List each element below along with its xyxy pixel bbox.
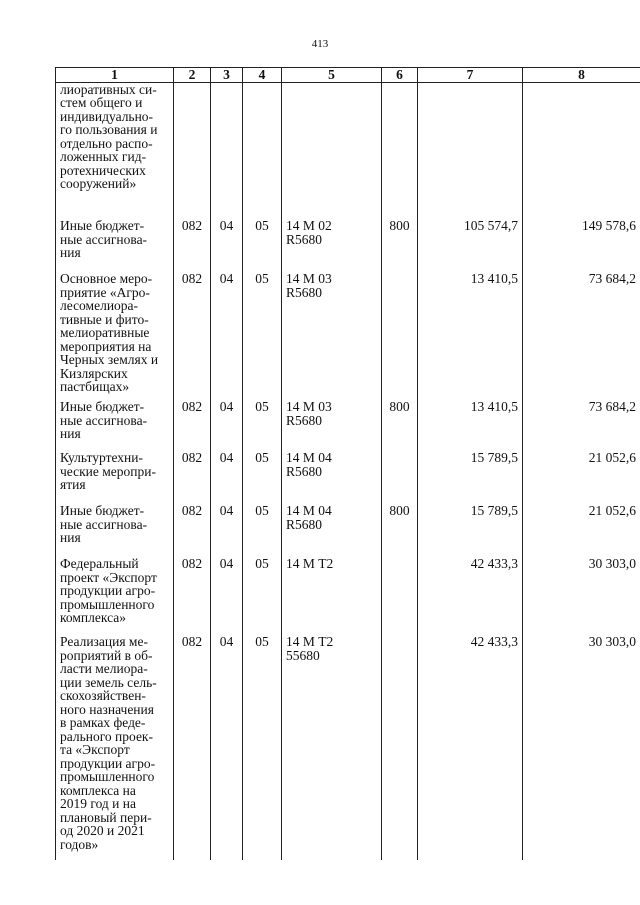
table-row (56, 400, 640, 451)
row-name: Федеральный проект «Экспорт продукции агро- промышленного комплекса» (56, 557, 174, 635)
row-target-article: 14 М 04 R5680 (282, 504, 382, 557)
row-section-code (211, 82, 243, 219)
row-name: Иные бюджет- ные ассигнова- ния (56, 504, 174, 557)
row-subsection-code: 05 (243, 451, 282, 504)
row-expense-type (382, 272, 418, 400)
header-col-5: 5 (282, 68, 382, 83)
row-amount-col8: 21 052,6 (523, 451, 640, 504)
row-ministry-code: 082 (174, 219, 211, 272)
row-target-article: 14 М Т2 (282, 557, 382, 635)
row-name: Культуртехни- ческие меропри- ятия (56, 451, 174, 504)
row-ministry-code: 082 (174, 451, 211, 504)
row-ministry-code: 082 (174, 272, 211, 400)
row-name: Реализация ме- роприятий в об- ласти мелиора- ции земель сель- скохозяйствен- ного назначения в рамках феде- рального проек- та «Экспорт продукции агро- промышленного комплекса на 2019 год и на плановый пери- од 2020 и 2021 годов» (56, 635, 174, 860)
header-col-2: 2 (174, 68, 211, 83)
row-subsection-code: 05 (243, 635, 282, 860)
row-target-article: 14 М 02 R5680 (282, 219, 382, 272)
row-section-code: 04 (211, 219, 243, 272)
row-section-code: 04 (211, 451, 243, 504)
row-amount-col7 (418, 82, 523, 219)
row-amount-col8: 30 303,0 (523, 557, 640, 635)
row-name: лиоративных си- стем общего и индивидуально- го пользования и отдельно распо- ложенных гид- ротехнических сооружений» (56, 82, 174, 219)
row-amount-col7: 13 410,5 (418, 400, 523, 451)
row-expense-type: 800 (382, 219, 418, 272)
row-amount-col7: 42 433,3 (418, 635, 523, 860)
row-section-code: 04 (211, 504, 243, 557)
header-col-3: 3 (211, 68, 243, 83)
row-target-article: 14 М 03 R5680 (282, 272, 382, 400)
row-name: Основное меро- приятие «Агро- лесомелиора- тивные и фито- мелиоративные мероприятия на Черных землях и Кизлярских пастбищах» (56, 272, 174, 400)
row-expense-type (382, 635, 418, 860)
row-expense-type (382, 82, 418, 219)
row-ministry-code: 082 (174, 504, 211, 557)
row-amount-col7: 15 789,5 (418, 504, 523, 557)
row-subsection-code: 05 (243, 272, 282, 400)
row-expense-type: 800 (382, 504, 418, 557)
table-row (56, 635, 640, 860)
header-col-7: 7 (418, 68, 523, 83)
row-name: Иные бюджет- ные ассигнова- ния (56, 400, 174, 451)
row-target-article: 14 М 04 R5680 (282, 451, 382, 504)
row-expense-type: 800 (382, 400, 418, 451)
header-col-4: 4 (243, 68, 282, 83)
row-amount-col8: 30 303,0 (523, 635, 640, 860)
table-row (56, 82, 640, 219)
row-ministry-code: 082 (174, 635, 211, 860)
row-section-code: 04 (211, 400, 243, 451)
row-ministry-code: 082 (174, 400, 211, 451)
table-row (56, 504, 640, 557)
page-number: 413 (311, 38, 329, 50)
row-amount-col7: 15 789,5 (418, 451, 523, 504)
row-amount-col7: 42 433,3 (418, 557, 523, 635)
row-amount-col8: 21 052,6 (523, 504, 640, 557)
row-subsection-code: 05 (243, 557, 282, 635)
table-row (56, 219, 640, 272)
row-subsection-code: 05 (243, 504, 282, 557)
row-ministry-code (174, 82, 211, 219)
row-amount-col8: 73 684,2 (523, 272, 640, 400)
header-col-6: 6 (382, 68, 418, 83)
row-expense-type (382, 451, 418, 504)
row-target-article: 14 М Т2 55680 (282, 635, 382, 860)
row-subsection-code (243, 82, 282, 219)
header-col-8: 8 (523, 68, 640, 83)
row-amount-col7: 105 574,7 (418, 219, 523, 272)
header-row (56, 68, 640, 83)
row-section-code: 04 (211, 635, 243, 860)
budget-table (55, 67, 640, 860)
row-section-code: 04 (211, 272, 243, 400)
row-amount-col7: 13 410,5 (418, 272, 523, 400)
row-section-code: 04 (211, 557, 243, 635)
table-row (56, 272, 640, 400)
table-row (56, 451, 640, 504)
header-col-1: 1 (56, 68, 174, 83)
row-amount-col8: 149 578,6 (523, 219, 640, 272)
table-row (56, 557, 640, 635)
row-subsection-code: 05 (243, 400, 282, 451)
row-subsection-code: 05 (243, 219, 282, 272)
row-name: Иные бюджет- ные ассигнова- ния (56, 219, 174, 272)
row-target-article: 14 М 03 R5680 (282, 400, 382, 451)
row-target-article (282, 82, 382, 219)
row-ministry-code: 082 (174, 557, 211, 635)
row-amount-col8: 73 684,2 (523, 400, 640, 451)
row-expense-type (382, 557, 418, 635)
row-amount-col8 (523, 82, 640, 219)
